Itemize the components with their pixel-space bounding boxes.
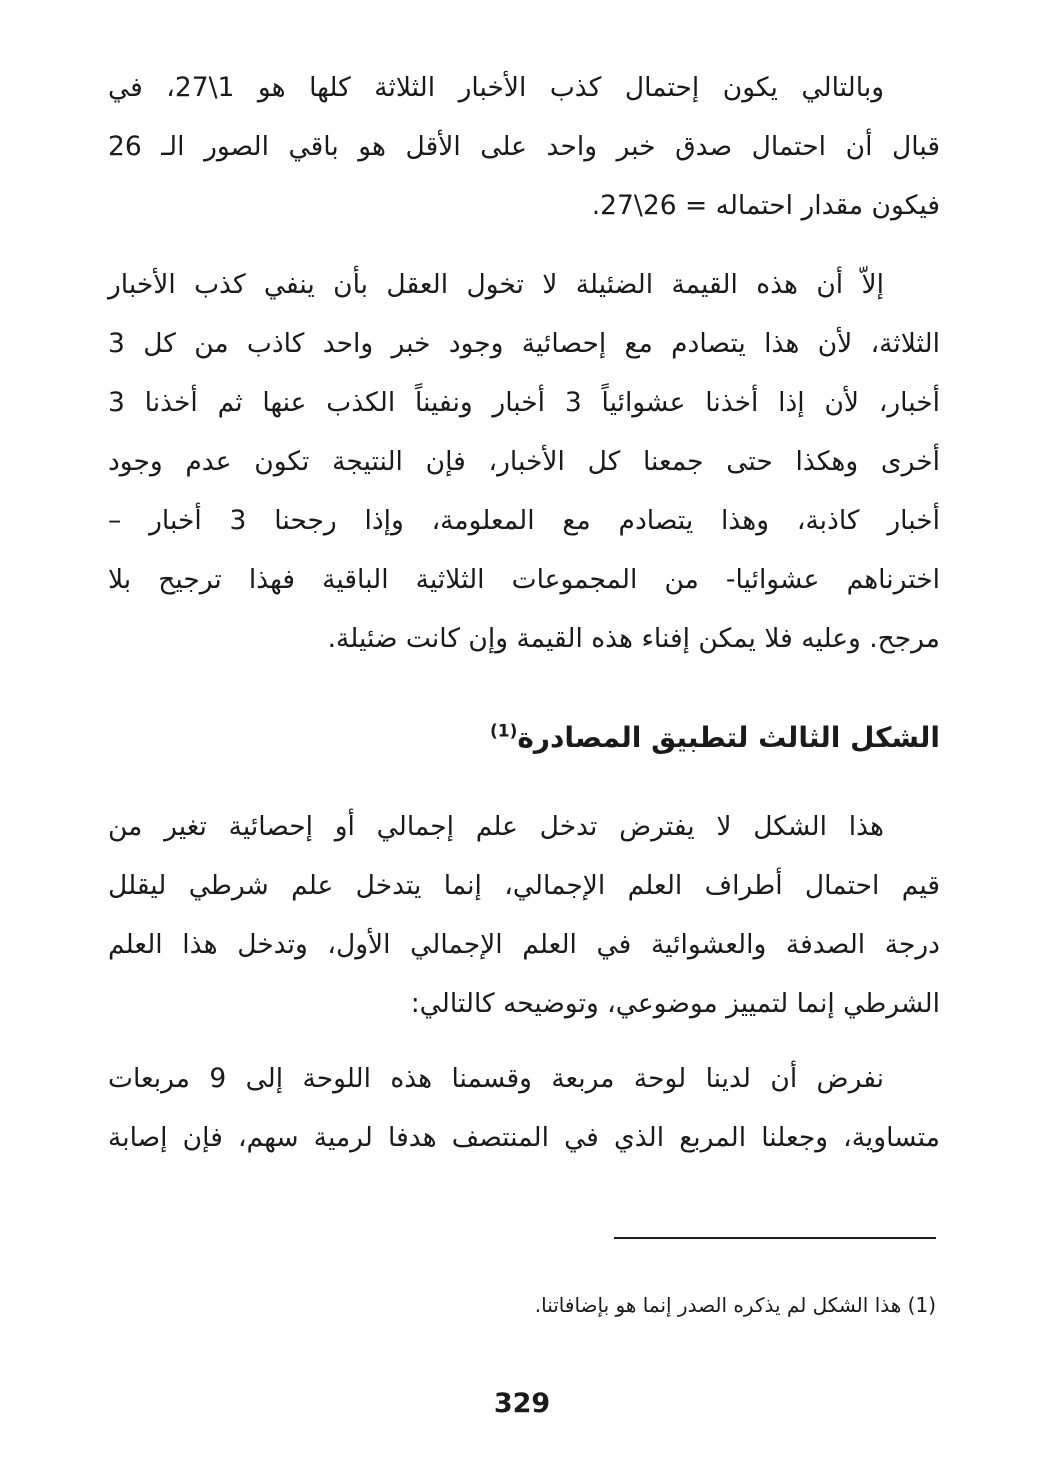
footnote: (1) هذا الشكل لم يذكره الصدر إنما هو بإضافاتنا.	[534, 1293, 936, 1317]
text-line: الثلاثة، لأن هذا يتصادم مع إحصائية وجود خبر واحد كاذب من كل 3	[108, 328, 940, 359]
text-line: إلاّ أن هذه القيمة الضئيلة لا تخول العقل بأن ينفي كذب الأخبار	[108, 269, 884, 300]
text-line: الشرطي إنما لتمييز موضوعي، وتوضيحه كالتالي:	[410, 988, 940, 1019]
text-line: أخبار، لأن إذا أخذنا عشوائياً 3 أخبار ونفيناً الكذب عنها ثم أخذنا 3	[108, 387, 940, 418]
text-line: أخرى وهكذا حتى جمعنا كل الأخبار، فإن النتيجة تكون عدم وجود	[108, 446, 940, 477]
text-line: فيكون مقدار احتماله = 26\27.	[591, 190, 940, 221]
text-line: درجة الصدفة والعشوائية في العلم الإجمالي الأول، وتدخل هذا العلم	[108, 929, 940, 960]
paragraph-2	[108, 255, 940, 668]
paragraph-3	[108, 797, 940, 1033]
text-line: اخترناهم عشوائيا- من المجموعات الثلاثية الباقية فهذا ترجيح بلا	[108, 564, 940, 595]
footnote-ref[interactable]: (1)	[489, 721, 518, 742]
section-heading	[108, 708, 940, 767]
text-line: قبال أن احتمال صدق خبر واحد على الأقل هو باقي الصور الـ 26	[108, 131, 940, 162]
text-line: أخبار كاذبة، وهذا يتصادم مع المعلومة، وإذا رجحنا 3 أخبار –	[108, 505, 940, 536]
page-number: 329	[493, 1388, 551, 1419]
text-line: متساوية، وجعلنا المربع الذي في المنتصف هدفا لرمية سهم، فإن إصابة	[108, 1122, 940, 1153]
page-body	[108, 58, 940, 1167]
footnote-separator	[614, 1237, 936, 1239]
text-line: مرجح. وعليه فلا يمكن إفناء هذه القيمة وإن كانت ضئيلة.	[327, 623, 940, 654]
text-line: وبالتالي يكون إحتمال كذب الأخبار الثلاثة كلها هو 1\27، في	[108, 72, 884, 103]
paragraph-4	[108, 1049, 940, 1167]
text-line: قيم احتمال أطراف العلم الإجمالي، إنما يتدخل علم شرطي ليقلل	[108, 870, 940, 901]
text-line: نفرض أن لدينا لوحة مربعة وقسمنا هذه اللوحة إلى 9 مربعات	[108, 1063, 884, 1094]
paragraph-1	[108, 58, 940, 235]
text-line: هذا الشكل لا يفترض تدخل علم إجمالي أو إحصائية تغير من	[108, 811, 884, 842]
heading-text: الشكل الثالث لتطبيق المصادرة	[517, 721, 940, 754]
